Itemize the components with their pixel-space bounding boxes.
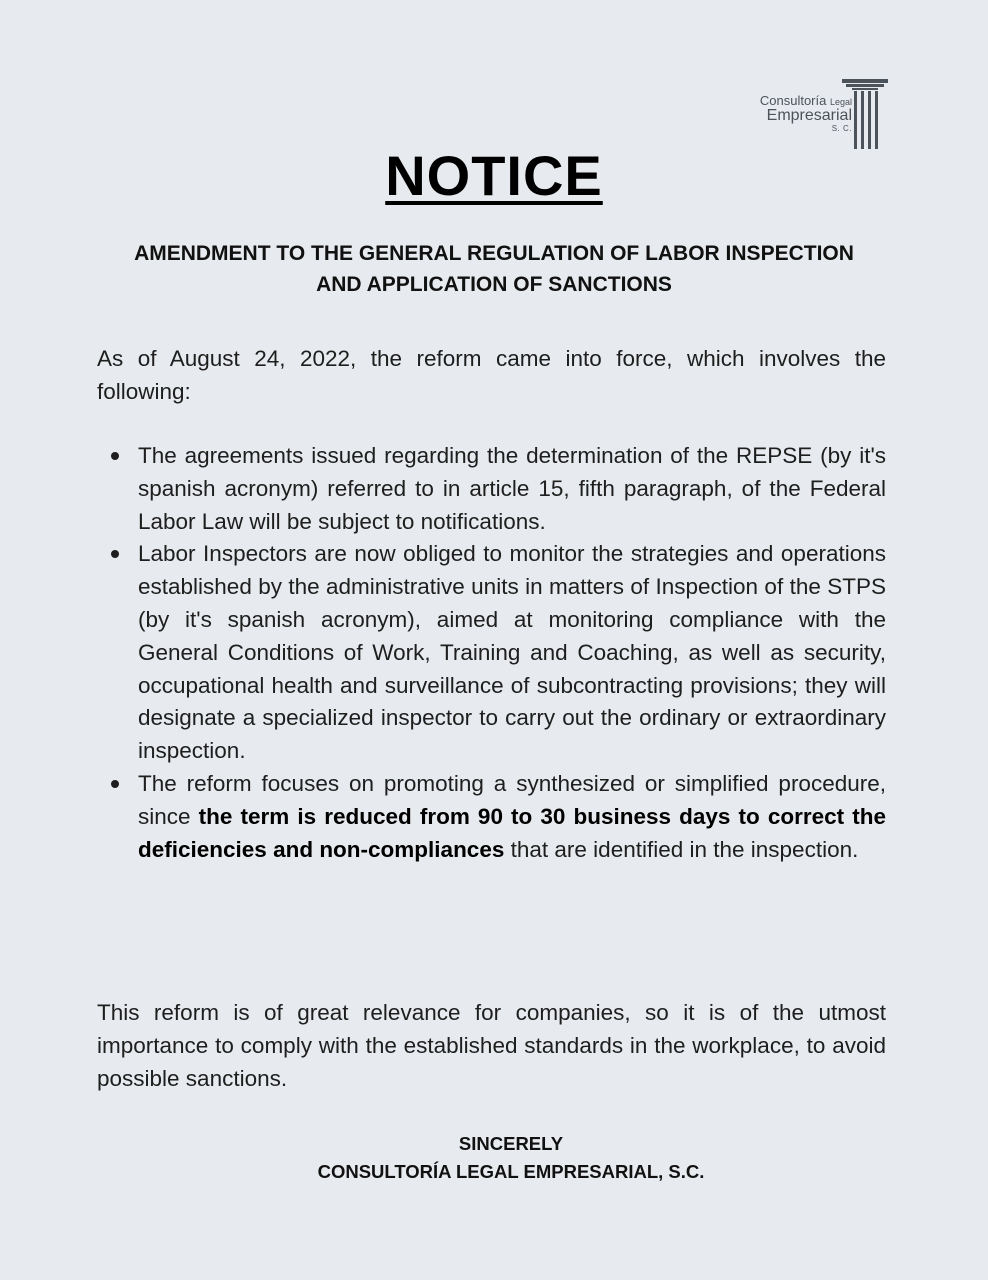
reform-points-list [97,440,886,866]
signoff-line1: SINCERELY [458,1133,564,1154]
company-logo [736,78,892,154]
list-item: The agreements issued regarding the determination of the REPSE (by it's spanish acronym) referred to in article 15, fifth paragraph, of the Federal Labor Law will be subject to notifications. [97,440,886,538]
item3-bold-text: the term is reduced from 90 to 30 business days to correct the deficiencies and non-compliances [138,803,886,862]
subtitle-line2: AND APPLICATION OF SANCTIONS [316,273,672,296]
item3-text-after: that are identified in the inspection. [510,836,859,862]
signoff-line2: CONSULTORÍA LEGAL EMPRESARIAL, S.C. [317,1161,705,1182]
signoff [222,1130,800,1186]
page-title [0,144,988,208]
intro-paragraph: As of August 24, 2022, the reform came into force, which involves the following: [97,346,886,404]
title-text: NOTICE [385,144,603,207]
logo-line1-small: Legal [829,97,852,107]
closing-paragraph: This reform is of great relevance for companies, so it is of the utmost importance to comply with the established standards in the workplace, to avoid possible sanctions. [97,1000,886,1091]
logo-line2: Empresarial [766,107,852,124]
item3-text-before: The reform focuses on promoting a synthesized or simplified procedure, since [138,770,886,829]
notice-subtitle [96,238,892,300]
logo-text [760,94,852,133]
subtitle-line1: AMENDMENT TO THE GENERAL REGULATION OF LABOR INSPECTION [134,242,854,265]
logo-line3: S. C. [831,124,852,133]
list-item: Labor Inspectors are now obliged to monitor the strategies and operations established by the administrative units in matters of Inspection of the STPS (by it's spanish acronym), aimed at monitoring compliance with the General Conditions of Work, Training and Coaching, as well as security, occupational health and surveillance of subcontracting provisions; they will designate a specialized inspector to carry out the ordinary or extraordinary inspection. [97,538,886,768]
greek-column-icon [840,78,890,152]
list-item [97,768,886,866]
logo-line1: Consultoría [759,93,827,108]
